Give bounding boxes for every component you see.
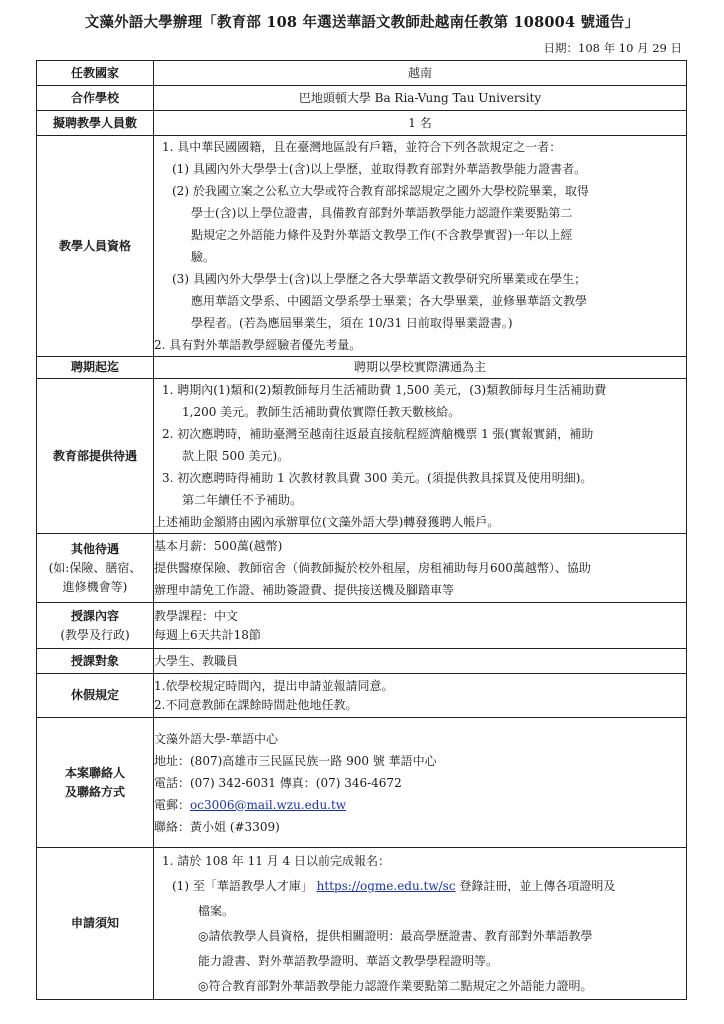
label-headcount: 擬聘教學人員數	[37, 111, 154, 136]
value-headcount: 1 名	[154, 111, 687, 136]
label-course	[37, 603, 154, 649]
application-item-suffix: 登錄註冊，並上傳各項證明及	[455, 878, 616, 893]
leave-line: 1.依學校規定時間內，提出申請並報請同意。	[154, 678, 394, 693]
benefit-line: 2. 初次應聘時，補助臺灣至越南往返最直接航程經濟艙機票 1 張(實報實銷，補助	[162, 427, 594, 441]
row-country	[37, 61, 687, 86]
row-headcount	[37, 111, 687, 136]
application-note: 能力證書、對外華語教學證明、華語文教學學程證明等。	[198, 953, 499, 968]
talent-database-link[interactable]: https://ogme.edu.tw/sc	[316, 878, 456, 893]
label-term: 聘期起迄	[37, 357, 154, 379]
label-country: 任教國家	[37, 61, 154, 86]
qual-line: (2) 於我國立案之公私立大學或符合教育部採認規定之國外大學校院畢業，取得	[172, 184, 589, 198]
qual-line: 點規定之外語能力條件及對外華語文教學工作(不含教學實習)一年以上經	[191, 228, 573, 242]
qual-line: 學程者。(若為應屆畢業生，須在 10/31 日前取得畢業證書。)	[191, 316, 513, 330]
contact-phone: 電話：(07) 342-6031 傳真：(07) 346-4672	[154, 775, 402, 790]
row-course	[37, 603, 687, 649]
application-line: 1. 請於 108 年 11 月 4 日以前完成報名：	[162, 853, 390, 868]
row-contact	[37, 718, 687, 848]
other-benefits-sub1: (如:保險、膳宿、	[48, 560, 142, 575]
value-school: 巴地頭頓大學 Ba Ria-Vung Tau University	[154, 86, 687, 111]
application-item-cont: 檔案。	[198, 903, 235, 918]
benefit-line: 1,200 美元。教師生活補助費依實際任教天數核給。	[182, 405, 461, 419]
row-term	[37, 357, 687, 379]
document-date: 日期：108 年 10 月 29 日	[543, 41, 682, 55]
qual-line: 驗。	[191, 250, 216, 264]
label-application: 申請須知	[37, 848, 154, 1000]
qual-line: (3) 具國內外大學學士(含)以上學歷之各大學華語文教學研究所畢業或在學生；	[172, 272, 587, 286]
value-qualifications	[154, 136, 687, 357]
label-moe-benefits: 教育部提供待遇	[37, 379, 154, 534]
benefit-line: 上述補助金額將由國內承辦單位(文藻外語大學)轉發獲聘人帳戶。	[154, 515, 500, 529]
leave-line: 2.不同意教師在課餘時間赴他地任教。	[154, 697, 358, 712]
application-note: ◎符合教育部對外華語教學能力認證作業要點第二點規定之外語能力證明。	[198, 978, 593, 993]
row-other-benefits	[37, 534, 687, 603]
value-term: 聘期以學校實際溝通為主	[154, 357, 687, 379]
label-school: 合作學校	[37, 86, 154, 111]
row-school	[37, 86, 687, 111]
benefit-line: 1. 聘期內(1)類和(2)類教師每月生活補助費 1,500 美元，(3)類教師每月生活補助費	[162, 383, 607, 397]
contact-email-label: 電郵：	[154, 797, 191, 812]
row-qualifications	[37, 136, 687, 357]
value-audience: 大學生、教職員	[154, 649, 687, 674]
value-contact	[154, 718, 687, 848]
contact-person: 聯絡：黃小姐 (#3309)	[154, 819, 280, 834]
label-audience: 授課對象	[37, 649, 154, 674]
other-benefits-sub2: 進修機會等)	[62, 579, 128, 594]
row-leave	[37, 674, 687, 718]
qual-line: 2. 具有對外華語教學經驗者優先考量。	[154, 338, 362, 352]
contact-email-line	[154, 794, 686, 816]
other-line: 提供醫療保險、教師宿舍（倘教師擬於校外租屋，房租補助每月600萬越幣）、協助	[154, 561, 591, 575]
value-other-benefits	[154, 534, 687, 603]
qual-line: 1. 具中華民國國籍，且在臺灣地區設有戶籍，並符合下列各款規定之一者：	[162, 140, 562, 154]
other-line: 基本月薪：500萬(越幣)	[154, 539, 283, 553]
label-other-benefits	[37, 534, 154, 603]
benefit-line: 3. 初次應聘時得補助 1 次教材教具費 300 美元。(須提供教具採買及使用明細)。	[162, 471, 593, 485]
qual-line: (1) 具國內外大學學士(含)以上學歷，並取得教育部對外華語教學能力證書者。	[172, 162, 587, 176]
value-application	[154, 848, 687, 1000]
contact-email-link[interactable]: oc3006@mail.wzu.edu.tw	[190, 797, 347, 812]
row-application	[37, 848, 687, 1000]
course-line: 教學課程：中文	[154, 608, 239, 623]
other-benefits-title: 其他待遇	[70, 541, 119, 556]
label-leave: 休假規定	[37, 674, 154, 718]
label-contact	[37, 718, 154, 848]
application-note: ◎請依教學人員資格，提供相關證明：最高學歷證書、教育部對外華語教學	[198, 928, 593, 943]
course-line: 每週上6天共計18節	[154, 627, 261, 642]
row-audience	[37, 649, 687, 674]
label-qualifications: 教學人員資格	[37, 136, 154, 357]
application-item-prefix: (1) 至「華語教學人才庫」	[172, 878, 313, 893]
qual-line: 應用華語文學系、中國語文學系學士畢業；各大學畢業，並修畢華語文教學	[191, 294, 588, 308]
value-course	[154, 603, 687, 649]
course-sub: (教學及行政)	[60, 627, 130, 642]
document-title: 文藻外語大學辦理「教育部 108 年選送華語文教師赴越南任教第 108004 號通告」	[84, 14, 640, 31]
row-moe-benefits	[37, 379, 687, 534]
contact-org: 文藻外語大學-華語中心	[154, 731, 279, 746]
value-country: 越南	[154, 61, 687, 86]
benefit-line: 款上限 500 美元)。	[182, 449, 290, 463]
application-item-1	[154, 874, 686, 899]
qual-line: 學士(含)以上學位證書，具備教育部對外華語教學能力認證作業要點第二	[191, 206, 573, 220]
course-title: 授課內容	[70, 608, 119, 623]
value-moe-benefits	[154, 379, 687, 534]
contact-address: 地址：(807)高雄市三民區民族一路 900 號 華語中心	[154, 753, 437, 768]
benefit-line: 第二年續任不予補助。	[182, 493, 303, 507]
value-leave	[154, 674, 687, 718]
announcement-table	[36, 60, 687, 1000]
contact-label-1: 本案聯絡人	[64, 765, 125, 780]
other-line: 辦理申請免工作證、補助簽證費、提供接送機及腳踏車等	[154, 583, 455, 597]
contact-label-2: 及聯絡方式	[64, 784, 125, 799]
